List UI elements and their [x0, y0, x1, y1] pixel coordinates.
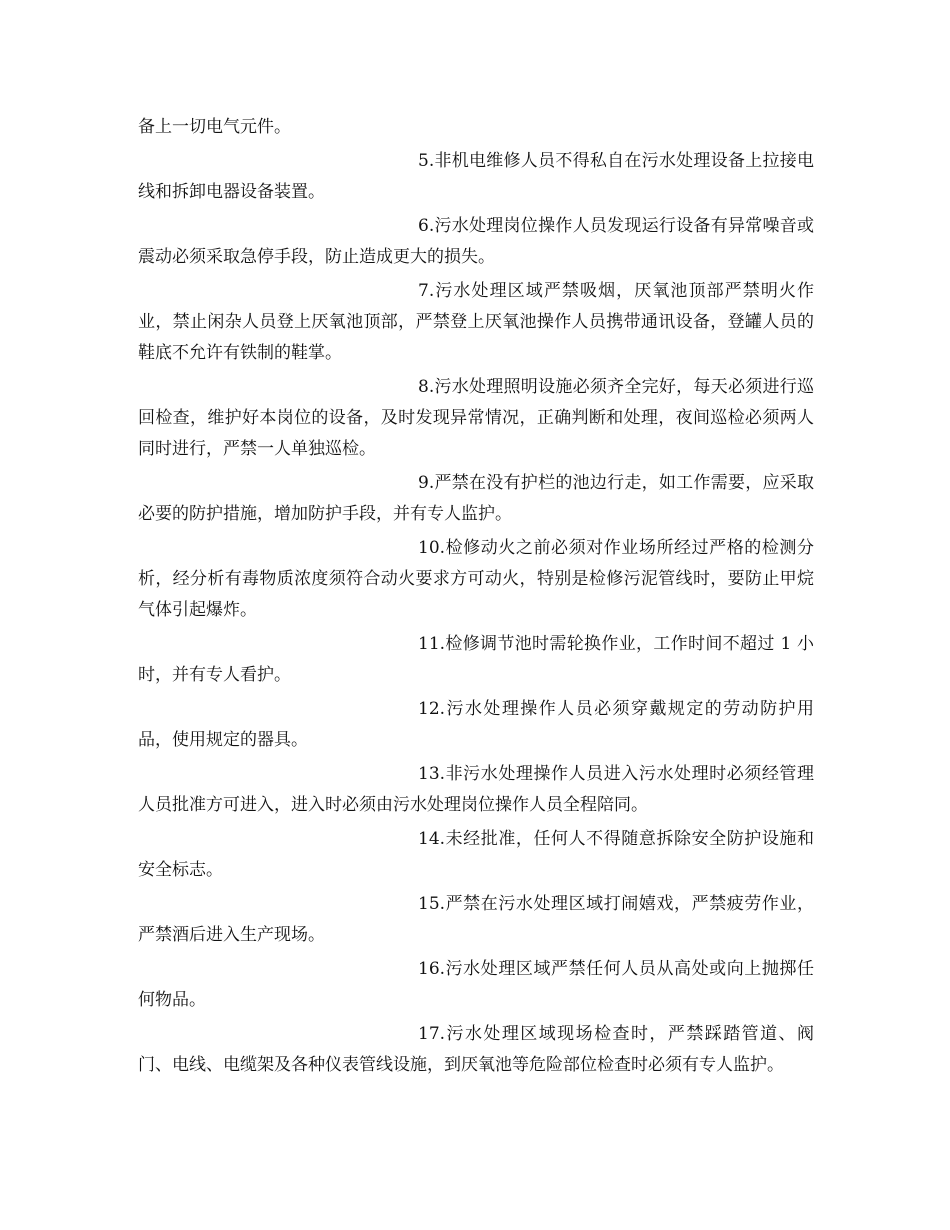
list-item-8: [138, 372, 814, 465]
item-number: 11.: [418, 634, 446, 654]
list-item-7: [138, 276, 814, 369]
list-item-9: [138, 468, 814, 530]
item-text: 污水处理操作人员必须穿戴规定的劳动防护用品，使用规定的器具。: [138, 699, 814, 750]
item-text: 污水处理照明设施必须齐全完好，每天必须进行巡回检查，维护好本岗位的设备，及时发现异常情况，正确判断和处理，夜间巡检必须两人同时进行，严禁一人单独巡检。: [138, 377, 814, 459]
list-item-5: [138, 146, 814, 208]
item-text: 严禁在没有护栏的池边行走，如工作需要，应采取必要的防护措施，增加防护手段，并有专人监护。: [138, 473, 814, 524]
item-number: 9.: [418, 473, 435, 493]
item-number: 7.: [418, 281, 435, 301]
document-body: [138, 112, 814, 1084]
list-item-16: [138, 954, 814, 1016]
item-text: 非污水处理操作人员进入污水处理时必须经管理人员批准方可进入，进入时必须由污水处理岗位操作人员全程陪同。: [138, 764, 814, 815]
item-text: 污水处理区域现场检查时，严禁踩踏管道、阀门、电线、电缆架及各种仪表管线设施，到厌氧池等危险部位检查时必须有专人监护。: [138, 1024, 814, 1075]
list-item-17: [138, 1019, 814, 1081]
list-item-10: [138, 533, 814, 626]
item-number: 13.: [418, 764, 446, 784]
item-text: 检修动火之前必须对作业场所经过严格的检测分析，经分析有毒物质浓度须符合动火要求方可动火，特别是检修污泥管线时，要防止甲烷气体引起爆炸。: [138, 538, 814, 620]
item-text: 污水处理区域严禁吸烟，厌氧池顶部严禁明火作业，禁止闲杂人员登上厌氧池顶部，严禁登上厌氧池操作人员携带通讯设备，登罐人员的鞋底不允许有铁制的鞋掌。: [138, 281, 814, 363]
list-item-14: [138, 824, 814, 886]
item-number: 12.: [418, 699, 446, 719]
item-text: 污水处理岗位操作人员发现运行设备有异常噪音或震动必须采取急停手段，防止造成更大的损失。: [138, 216, 814, 267]
list-item-6: [138, 211, 814, 273]
item-number: 16.: [418, 959, 446, 979]
item-number: 14.: [418, 829, 446, 849]
list-item-15: [138, 889, 814, 951]
item-number: 10.: [418, 538, 446, 558]
item-text: 非机电维修人员不得私自在污水处理设备上拉接电线和拆卸电器设备装置。: [138, 151, 814, 202]
item-text: 污水处理区域严禁任何人员从高处或向上抛掷任何物品。: [138, 959, 814, 1010]
item-number: 5.: [418, 151, 435, 171]
list-item-12: [138, 694, 814, 756]
item-text: 未经批准，任何人不得随意拆除安全防护设施和安全标志。: [138, 829, 814, 880]
list-item-13: [138, 759, 814, 821]
item-number: 17.: [418, 1024, 446, 1044]
item-text: 严禁在污水处理区域打闹嬉戏，严禁疲劳作业，严禁酒后进入生产现场。: [138, 894, 814, 945]
item-number: 15.: [418, 894, 446, 914]
paragraph-continuation: 备上一切电气元件。: [138, 117, 291, 137]
item-number: 6.: [418, 216, 435, 236]
list-item-11: [138, 629, 814, 691]
item-text: 检修调节池时需轮换作业，工作时间不超过 1 小时，并有专人看护。: [138, 634, 814, 685]
item-number: 8.: [418, 377, 435, 397]
